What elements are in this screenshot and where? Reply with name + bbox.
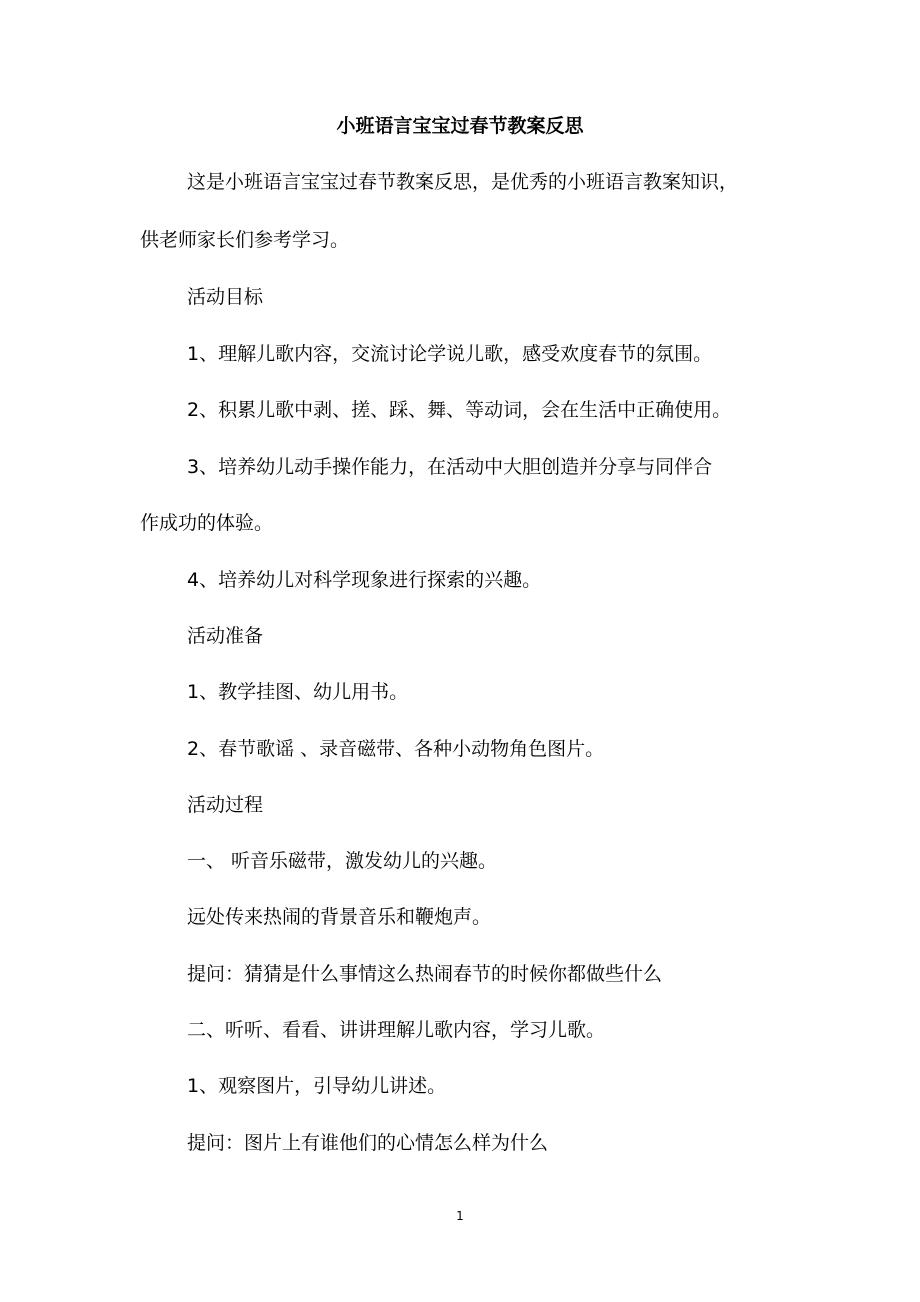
goal-item-2: 2、积累儿歌中剥、搓、踩、舞、等动词，会在生活中正确使用。 [187,399,732,421]
goal-item-1: 1、理解儿歌内容，交流讨论学说儿歌，感受欢度春节的氛围。 [187,343,713,365]
intro-line-1: 这是小班语言宝宝过春节教案反思，是优秀的小班语言教案知识， [187,171,739,193]
section-heading-preparation: 活动准备 [187,625,264,647]
process-step-2: 二、听听、看看、讲讲理解儿歌内容，学习儿歌。 [187,1019,606,1041]
section-heading-process: 活动过程 [187,794,264,816]
process-question-2: 提问：图片上有谁他们的心情怎么样为什么 [187,1132,549,1154]
process-question-1: 提问：猜猜是什么事情这么热闹春节的时候你都做些什么 [187,963,663,985]
process-text-1: 远处传来热闹的背景音乐和鞭炮声。 [187,906,492,928]
process-step-1: 一、 听音乐磁带，激发幼儿的兴趣。 [187,850,498,872]
preparation-item-2: 2、春节歌谣 、录音磁带、各种小动物角色图片。 [187,738,605,760]
goal-item-3: 3、培养幼儿动手操作能力，在活动中大胆创造并分享与同伴合 [187,456,713,478]
goal-item-4: 4、培养幼儿对科学现象进行探索的兴趣。 [187,569,542,591]
preparation-item-1: 1、教学挂图、幼儿用书。 [187,681,409,703]
intro-line-2: 供老师家长们参考学习。 [140,229,350,251]
page-number: 1 [456,1209,464,1223]
document-title: 小班语言宝宝过春节教案反思 [336,115,584,137]
goal-item-3-continued: 作成功的体验。 [140,512,274,534]
section-heading-goals: 活动目标 [187,286,264,308]
process-substep-1: 1、观察图片，引导幼儿讲述。 [187,1075,447,1097]
